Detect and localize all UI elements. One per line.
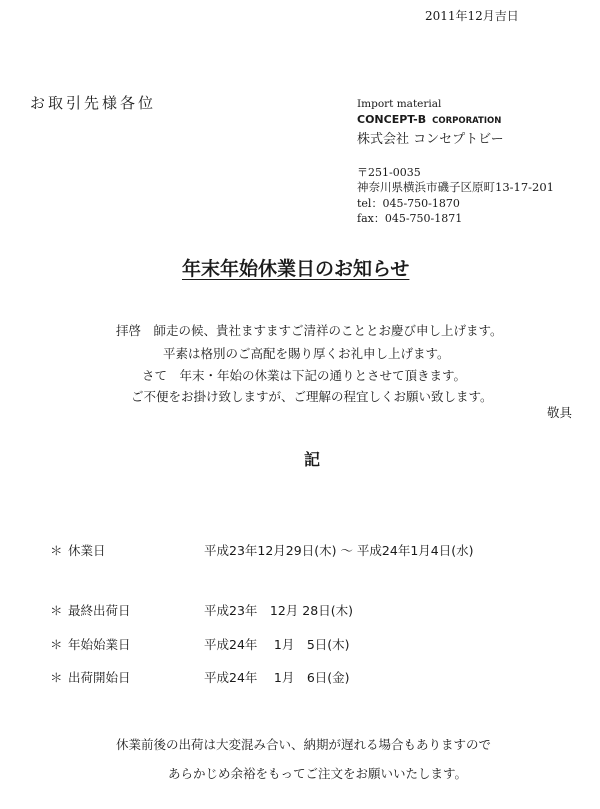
schedule-marker: ＊ [50, 637, 63, 652]
street-address: 神奈川県横浜市磯子区原町13-17-201 [357, 180, 554, 194]
postal-code: 〒251-0035 [357, 166, 421, 179]
schedule-marker: ＊ [50, 543, 63, 558]
greeting-line: ご不便をお掛け致しますが、ご理解の程宜しくお願い致します。 [131, 389, 493, 404]
schedule-label: 年始始業日 [68, 637, 131, 652]
greeting-line: 平素は格別のご高配を賜り厚くお礼申し上げます。 [163, 346, 450, 361]
greeting-line: さて 年末・年始の休業は下記の通りとさせて頂きます。 [142, 368, 467, 383]
company-name-sub: CORPORATION [432, 116, 502, 126]
ki-heading: 記 [304, 450, 321, 469]
schedule-label: 休業日 [68, 543, 106, 558]
schedule-value: 平成23年 12月 28日(木) [204, 603, 353, 618]
company-name-main: CONCEPT-B [357, 113, 427, 126]
closing-word: 敬具 [547, 405, 573, 420]
greeting-line: 拝啓 師走の候、貴社ますますご清祥のこととお慶び申し上げます。 [116, 323, 503, 338]
schedule-label: 出荷開始日 [68, 670, 131, 685]
schedule-value: 平成24年 1月 5日(木) [204, 637, 350, 652]
schedule-marker: ＊ [50, 670, 63, 685]
notice-title: 年末年始休業日のお知らせ [182, 258, 410, 280]
schedule-value: 平成24年 1月 6日(金) [204, 670, 350, 685]
footer-note: あらかじめ余裕をもってご注文をお願いいたします。 [168, 766, 468, 781]
schedule-label: 最終出荷日 [68, 603, 131, 618]
schedule-value: 平成23年12月29日(木) ～ 平成24年1月4日(水) [204, 543, 474, 558]
fax: fax：045-750-1871 [357, 212, 463, 225]
company-name-en [357, 113, 501, 126]
schedule-marker: ＊ [50, 603, 63, 618]
issue-date: 2011年12月吉日 [425, 9, 519, 23]
company-name-ja: 株式会社 コンセプトビー [357, 132, 504, 147]
recipient-heading: お取引先様各位 [30, 94, 157, 112]
footer-note: 休業前後の出荷は大変混み合い、納期が遅れる場合もありますので [116, 737, 492, 752]
telephone: tel：045-750-1870 [357, 197, 460, 210]
company-tagline: Import material [357, 98, 442, 110]
